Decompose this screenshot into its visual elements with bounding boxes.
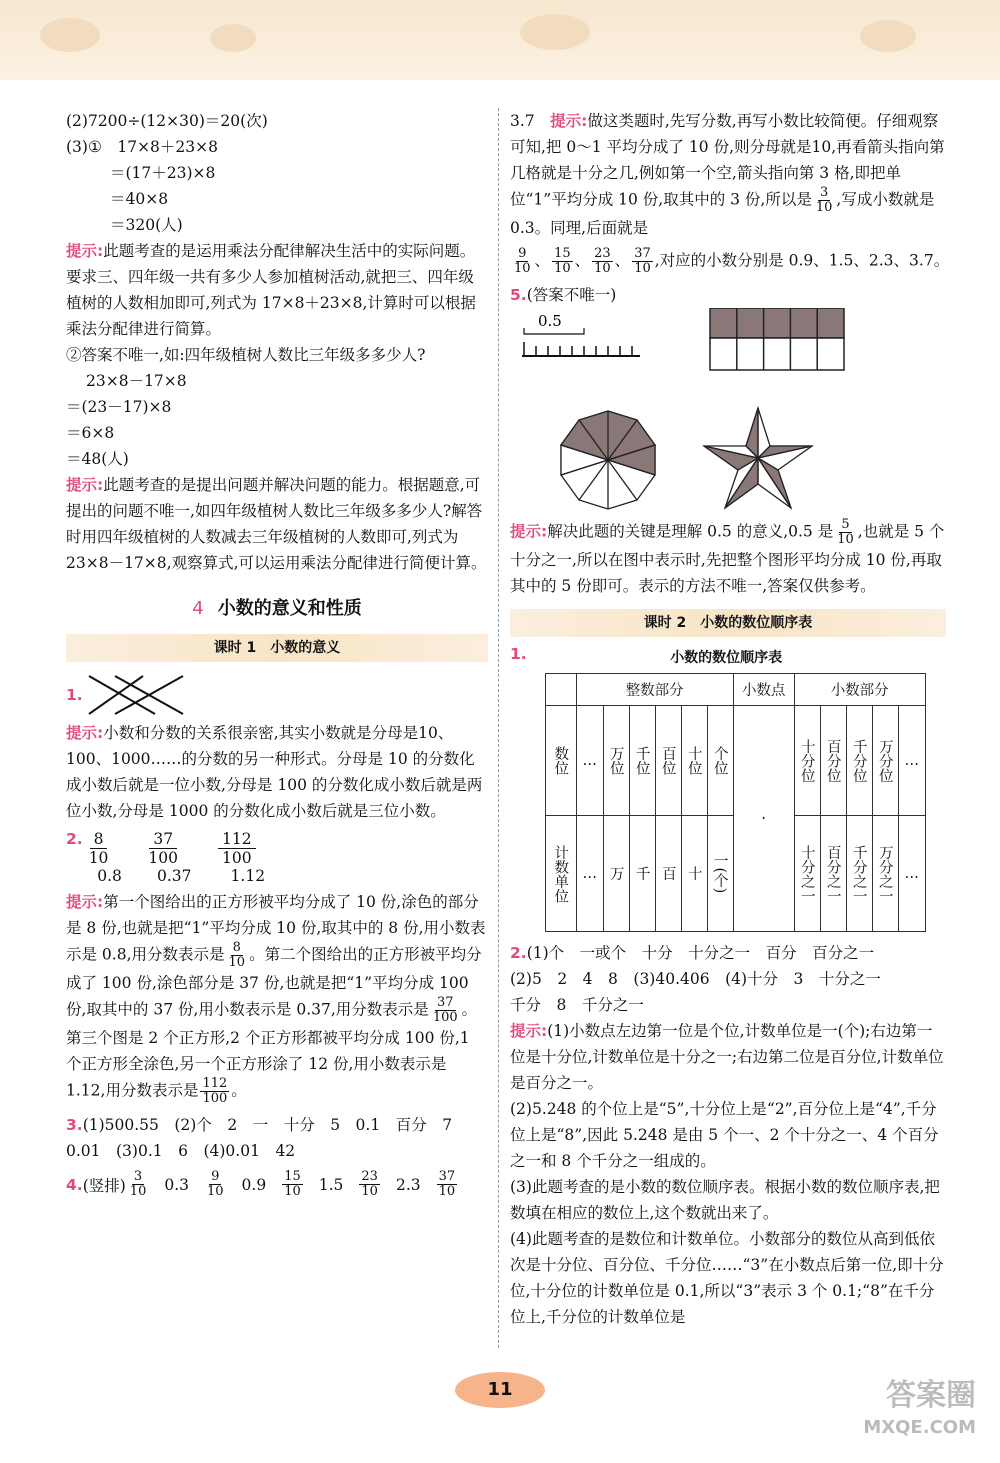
fraction-denominator: 10 [554, 261, 571, 276]
fraction-denominator: 10 [514, 261, 531, 276]
hint-text: 此题考查的是运用乘法分配律解决生活中的实际问题。要求三、四年级一共有多少人参加植树活动,就把三、四年级植树的人数相加即可,列式为 17×8＋23×8,计算时可以根据乘法分配律进行简算。 [66, 242, 476, 338]
fraction-numerator: 15 [284, 1169, 301, 1184]
fraction-numerator: 23 [594, 246, 611, 261]
table-cell: 百分位 [820, 706, 846, 816]
answer-line: ②答案不唯一,如:四年级植树人数比三年级多多少人? [66, 346, 426, 364]
table-header-decimal: 小数部分 [794, 674, 925, 706]
hint-label: 提示: [66, 242, 104, 260]
fraction-denominator: 10 [815, 200, 833, 215]
table-cell: 百 [655, 816, 681, 932]
answer-text: (答案不唯一) [526, 286, 617, 304]
hint-paragraph: (2)5.248 的个位上是“5”,十分位上是“2”,百分位上是“4”,千分位上是“8”,因此 5.248 是由 5 个一、2 个十分之一、4 个百分之一和 8 个千分之一组成的。 [510, 1100, 939, 1170]
ruler-label: 0.5 [538, 312, 562, 330]
table-cell: … [576, 706, 603, 816]
right-column [510, 108, 950, 1330]
answer-line: 23×8－17×8 [86, 372, 187, 390]
question-number: 2. [510, 944, 527, 962]
hint-paragraph: $\frac{9}{10}$ 、 $\frac{15}{10}$ 、 $\frac{23}{10}$ 、 $\frac{37}{10}$ ,对应的小数分别是 0.9、1.5、2.3、3.7。 [514, 246, 950, 276]
table-header-point: 小数点 [733, 674, 794, 706]
table-cell: 百分之一 [820, 816, 846, 932]
fraction-numerator: 3 [819, 185, 829, 200]
hint-paragraph [510, 108, 946, 241]
hint-text: ,写成小数就是 0.3。同理,后面就是 [510, 190, 935, 237]
fraction-numerator: 112 [202, 1076, 228, 1091]
fraction [431, 996, 460, 1025]
lesson-header: 课时 1 小数的意义 [66, 634, 488, 662]
place-value-table [545, 673, 926, 932]
lesson-header: 课时 2 小数的数位顺序表 [510, 609, 946, 637]
hint-text: ,对应的小数分别是 0.9、1.5、2.3、3.7。 [654, 251, 950, 270]
fraction [592, 247, 613, 276]
fraction-denominator: 100 [202, 1091, 228, 1106]
section-title [66, 594, 488, 620]
fraction-numerator: 9 [211, 1169, 220, 1184]
fraction-denominator: 10 [88, 849, 109, 867]
answer-text: (竖排) [82, 1176, 126, 1195]
hint-text: 。 [231, 1081, 247, 1100]
watermark-text: 答案圈 [886, 1378, 976, 1413]
hint-label: 提示: [66, 893, 104, 911]
answer-line: ＝48(人) [66, 450, 129, 468]
table-cell: 千分位 [846, 706, 872, 816]
row-label: 计数单位 [545, 816, 576, 932]
table-cell: 万分位 [872, 706, 898, 816]
hint-label: 提示: [66, 724, 104, 742]
fraction-denominator: 10 [594, 261, 611, 276]
fraction [512, 247, 533, 276]
hint-text: 。第二个图给出的正方形被平均分成了 100 份,涂色部分是 37 份,也就是把“1”平均分成 100 份,取其中的 37 份,用小数表示是 0.37,用分数表示是 [66, 945, 482, 1019]
fraction-denominator: 100 [222, 849, 252, 867]
answer-text: 3.7 [510, 112, 535, 130]
section-title-text: 小数的意义和性质 [217, 598, 362, 619]
question-5-figures [510, 308, 946, 518]
hint-paragraph [66, 889, 488, 1106]
table-cell: 一(个) [707, 816, 733, 932]
fraction [552, 247, 573, 276]
hint-text: 此题考查的是提出问题并解决问题的能力。根据题意,可提出的问题不唯一,如四年级植树人数比三年级多多少人?解答时用四年级植树的人数减去三年级植树的人数即可,列式为 23×8－17×8,观察算式,可以运用乘法分配律进行简便计算。 [66, 476, 487, 572]
fraction-numerator: 37 [634, 246, 651, 261]
fraction-numerator: 15 [554, 246, 571, 261]
fraction [227, 941, 248, 970]
fraction-denominator: 10 [207, 1184, 224, 1199]
fraction-numerator: 37 [149, 830, 177, 849]
decagon-figure [561, 411, 655, 509]
fraction [205, 1170, 226, 1199]
hint-paragraph [66, 238, 488, 342]
hint-text: 。第三个图是 2 个正方形,2 个正方形都被平均分成 100 份,1 个正方形全涂色,另一个正方形涂了 12 份,用小数表示是 1.12,用分数表示是 [66, 1000, 478, 1100]
fraction-numerator: 23 [361, 1169, 378, 1184]
answer-text: (2)5 2 4 8 (3)40.406 (4)十分 3 十分之一 [510, 970, 881, 988]
fraction [814, 186, 835, 215]
fraction-numerator: 8 [90, 830, 108, 849]
star-figure [704, 408, 812, 508]
question-3 [66, 1112, 488, 1164]
table-cell: 十位 [681, 706, 707, 816]
hint-label: 提示: [510, 522, 548, 541]
table-cell: … [898, 706, 925, 816]
answer-text: 0.01 (3)0.1 6 (4)0.01 42 [66, 1142, 296, 1160]
fraction-numerator: 3 [133, 1169, 143, 1184]
question-1-table [510, 645, 946, 932]
table-cell: 千 [629, 816, 655, 932]
hint-text: 做这类题时,先写分数,再写小数比较简便。仔细观察可知,把 0～1 平均分成了 10 份,则分母就是10,再看箭头指向第几格就是十分之几,例如第一个空,箭头指向第 3 格,即把单位“1”平均分成 10 份,取其中的 3 份,所以是 [510, 112, 945, 209]
fraction-numerator: 8 [232, 940, 241, 955]
hint-text: ,也就是 5 个十分之一,所以在图中表示时,先把整个图形平均分成 10 份,再取其中的 5 份即可。表示的方法不唯一,答案仅供参考。 [510, 522, 945, 595]
table-cell: 个位 [707, 706, 733, 816]
hint-paragraph [66, 720, 488, 824]
answer-line: ＝(17＋23)×8 [110, 164, 216, 182]
hint-paragraph: (3)此题考查的是小数的数位顺序表。根据小数的数位顺序表,把数填在相应的数位上,这个数就出来了。 [510, 1178, 940, 1222]
table-cell: … [898, 816, 925, 932]
question-2 [66, 830, 488, 885]
answer-text: 千分 8 千分之一 [510, 996, 644, 1014]
table-cell: 十 [681, 816, 707, 932]
hint-label: 提示: [510, 1022, 548, 1040]
hint-paragraph [510, 518, 946, 599]
decimal-value: 0.9 [241, 1175, 267, 1194]
question-number: 3. [66, 1116, 83, 1134]
decimal-value: 2.3 [395, 1175, 421, 1194]
table-cell: … [576, 816, 603, 932]
fraction [359, 1170, 380, 1199]
ruler-ticks [524, 342, 632, 356]
figures-svg [510, 308, 950, 518]
answer-text: (1)500.55 (2)个 2 一 十分 5 0.1 百分 7 [82, 1116, 453, 1134]
shaded-rectangle-grid [710, 308, 844, 370]
answer-line: ＝(23－17)×8 [66, 398, 172, 416]
cross-lines-figure [85, 672, 195, 718]
table-cell: 百位 [655, 706, 681, 816]
header-banner [0, 0, 1000, 80]
hint-paragraph [510, 1018, 946, 1096]
decimal-value: 1.5 [318, 1175, 344, 1194]
fraction-denominator: 10 [129, 1184, 147, 1199]
answer-line: ＝40×8 [110, 190, 169, 208]
fraction-denominator: 10 [284, 1184, 301, 1199]
fraction [632, 247, 653, 276]
page-number: 11 [455, 1372, 545, 1408]
fraction-denominator: 100 [148, 849, 179, 867]
watermark-logo [863, 1380, 976, 1444]
decimal-value: 0.37 [156, 867, 192, 885]
answer-text: (1)个 一或个 十分 十分之一 百分 百分之一 [526, 944, 875, 962]
table-cell: 万 [603, 816, 629, 932]
hint-text: (1)小数点左边第一位是个位,计数单位是一(个);右边第一位是十分位,计数单位是十分之一;右边第二位是百分位,计数单位是百分之一。 [510, 1022, 944, 1092]
fraction [128, 1170, 149, 1199]
decimal-point-cell: · [733, 706, 794, 932]
hint-text: 第一个图给出的正方形被平均分成了 10 份,涂色的部分是 8 份,也就是把“1”平均分成 10 份,取其中的 8 份,用小数表示是 0.8,用分数表示是 [66, 893, 486, 964]
fraction-denominator: 10 [361, 1184, 378, 1199]
fraction-denominator: 10 [228, 955, 246, 970]
question-1 [66, 670, 488, 720]
watermark-url: MXQE.COM [863, 1417, 976, 1438]
question-2 [510, 940, 946, 1018]
fraction-numerator: 5 [841, 517, 850, 532]
fraction-denominator: 100 [432, 1010, 458, 1025]
hint-label: 提示: [550, 112, 588, 130]
fraction-denominator: 10 [837, 532, 854, 547]
table-cell: 十分之一 [794, 816, 820, 932]
fraction-numerator: 9 [518, 246, 527, 261]
fraction [200, 1077, 229, 1106]
answer-line: ＝320(人) [110, 216, 183, 234]
fraction [282, 1170, 303, 1199]
decimal-value: 0.8 [97, 867, 122, 885]
fraction-numerator: 37 [438, 1169, 456, 1184]
fraction-numerator: 37 [436, 995, 454, 1010]
column-divider [498, 108, 499, 1348]
table-title: 小数的数位顺序表 [670, 650, 783, 666]
decimal-value: 1.12 [230, 867, 266, 885]
hint-paragraph: (4)此题考查的是数位和计数单位。小数部分的数位从高到低依次是十分位、百分位、千分位……“3”在小数点后第一位,即十分位,十分位的计数单位是 0.1,所以“3”表示 3 个 0.1;“8”在千分位上,千分位的计数单位是 [510, 1230, 944, 1326]
table-cell: 万分之一 [872, 816, 898, 932]
answer-line: (3)① 17×8＋23×8 [66, 138, 218, 156]
question-number: 1. [66, 686, 83, 704]
question-number: 2. [66, 830, 83, 848]
table-cell: 千位 [629, 706, 655, 816]
fraction-denominator: 10 [634, 261, 651, 276]
question-number: 4. [66, 1175, 83, 1194]
question-number: 5. [510, 286, 527, 304]
question-5 [510, 282, 946, 308]
hint-label: 提示: [66, 476, 104, 494]
decimal-value: 0.3 [164, 1175, 189, 1194]
hint-text: 小数和分数的关系很亲密,其实小数就是分母是10、100、1000……的分数的另一种形式。分母是 10 的分数化成小数后就是一位小数,分母是 100 的分数化成小数后就是两位小数,分母是 1000 的分数化成小数后就是三位小数。 [66, 724, 483, 820]
table-cell: 十分位 [794, 706, 820, 816]
table-cell: 千分之一 [846, 816, 872, 932]
fraction-numerator: 112 [218, 830, 256, 849]
table-cell: 万位 [603, 706, 629, 816]
fraction [835, 518, 856, 547]
answer-line: (2)7200÷(12×30)＝20(次) [66, 112, 268, 130]
fraction-denominator: 10 [438, 1184, 456, 1199]
table-header-integer: 整数部分 [576, 674, 733, 706]
hint-text: 解决此题的关键是理解 0.5 的意义,0.5 是 [547, 522, 834, 541]
answer-line: ＝6×8 [66, 424, 115, 442]
fraction [437, 1170, 458, 1199]
left-column [66, 108, 488, 1199]
hint-paragraph [66, 472, 488, 576]
row-label: 数位 [545, 706, 576, 816]
question-number: 1. [510, 645, 527, 663]
section-number: 4 [192, 598, 204, 619]
question-4 [66, 1170, 488, 1199]
